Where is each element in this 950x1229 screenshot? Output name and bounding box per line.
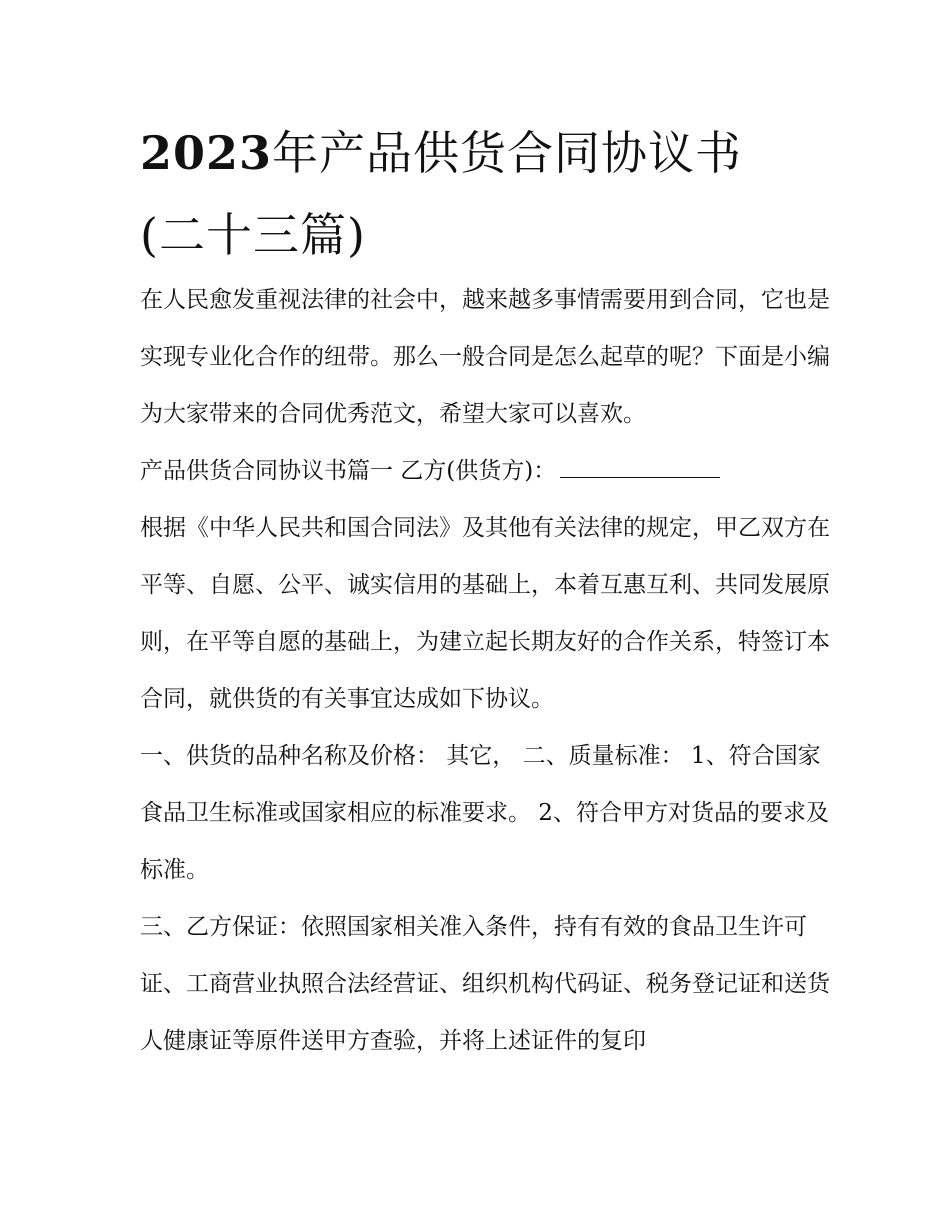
- document-body: [140, 272, 830, 1070]
- title-subtitle: (二十三篇): [140, 208, 366, 262]
- signature-blank-line: [560, 457, 720, 478]
- preamble-paragraph: 根据《中华人民共和国合同法》及其他有关法律的规定，甲乙双方在平等、自愿、公平、诚实信用的基础上，本着互惠互利、共同发展原则，在平等自愿的基础上，为建立起长期友好的合作关系，特签订本合同，就供货的有关事宜达成如下协议。: [140, 515, 830, 712]
- clause-3-paragraph: 三、乙方保证：依照国家相关准入条件，持有有效的食品卫生许可证、工商营业执照合法经营证、组织机构代码证、税务登记证和送货人健康证等原件送甲方查验，并将上述证件的复印: [140, 914, 830, 1054]
- party-b-label: 产品供货合同协议书篇一 乙方(供货方)：: [140, 458, 557, 484]
- document-title: [140, 112, 830, 276]
- party-b-line: [140, 443, 830, 500]
- title-text: 年产品供货合同协议书: [272, 126, 743, 180]
- title-year: 2023: [140, 126, 273, 180]
- intro-paragraph: 在人民愈发重视法律的社会中，越来越多事情需要用到合同，它也是实现专业化合作的纽带。那么一般合同是怎么起草的呢？下面是小编为大家带来的合同优秀范文，希望大家可以喜欢。: [140, 287, 830, 427]
- clause-1-2-paragraph: 一、供货的品种名称及价格： 其它， 二、质量标准： 1、符合国家食品卫生标准或国家相应的标准要求。 2、符合甲方对货品的要求及标准。: [140, 743, 829, 883]
